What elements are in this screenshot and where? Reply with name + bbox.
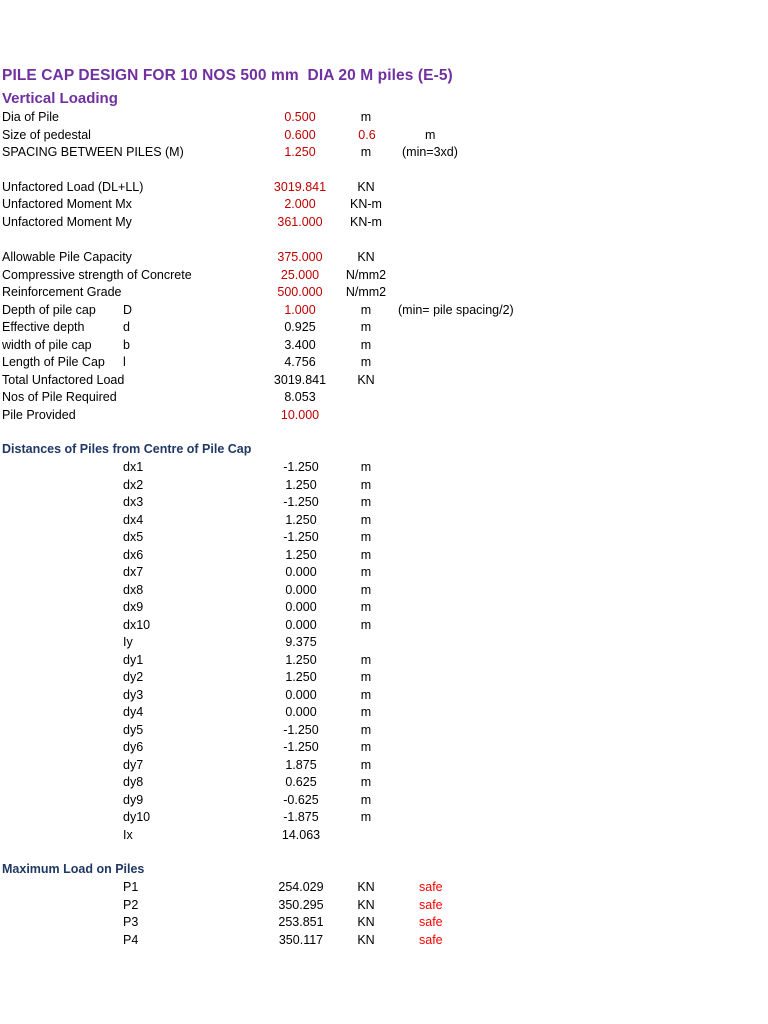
value: 1.250 — [284, 145, 316, 159]
distance-value: -1.250 — [283, 530, 319, 544]
distance-unit: m — [360, 757, 372, 772]
distance-row — [0, 809, 768, 826]
pile-status: safe — [419, 932, 443, 947]
distance-label: Iy — [123, 635, 133, 649]
distance-unit: m — [360, 477, 372, 492]
row-dia-pile — [0, 109, 768, 126]
unit: KN-m — [350, 197, 382, 211]
pile-load-unit: KN — [357, 932, 375, 947]
row-load — [0, 179, 768, 196]
distance-unit: m — [360, 495, 372, 509]
pile-load-unit: KN — [357, 897, 375, 912]
label: Compressive strength of Concrete — [2, 268, 192, 282]
distance-label: dx8 — [123, 582, 144, 597]
symbol: b — [123, 338, 130, 352]
distance-value: 0.000 — [285, 705, 317, 719]
distance-unit: m — [360, 652, 372, 667]
distance-value: 1.875 — [285, 757, 317, 772]
distance-label: dy6 — [123, 740, 144, 754]
distance-unit: m — [360, 670, 372, 684]
distance-value: -1.250 — [283, 722, 319, 737]
unit: m — [360, 110, 372, 124]
distance-row — [0, 687, 768, 704]
distance-label: dx10 — [123, 617, 151, 632]
pile-status: safe — [419, 880, 443, 894]
row-provided — [0, 407, 768, 424]
value: 8.053 — [284, 390, 316, 404]
value: 500.000 — [277, 285, 323, 299]
distance-value: 1.250 — [285, 670, 317, 684]
distance-value: 1.250 — [285, 652, 317, 667]
row-pedestal — [0, 127, 768, 144]
distance-label: dy2 — [123, 670, 144, 684]
distance-label: dy9 — [123, 792, 144, 807]
distance-value: -1.875 — [283, 810, 319, 824]
row-length — [0, 354, 768, 371]
distance-value: -1.250 — [283, 495, 319, 509]
label: Unfactored Load (DL+LL) — [2, 180, 144, 194]
pile-load-value: 350.117 — [278, 932, 324, 947]
row-nos-required — [0, 389, 768, 406]
distance-unit: m — [360, 740, 372, 754]
distance-value: -1.250 — [283, 460, 319, 474]
row-total-load — [0, 372, 768, 389]
distance-row — [0, 722, 768, 739]
distance-value: 0.000 — [285, 617, 317, 632]
value: 0.925 — [284, 320, 316, 334]
distance-unit: m — [360, 792, 372, 807]
distance-value: -1.250 — [283, 740, 319, 754]
distance-row — [0, 669, 768, 686]
unit: N/mm2 — [345, 268, 387, 282]
distance-unit: m — [360, 512, 372, 527]
distance-value: 1.250 — [285, 477, 317, 492]
label: width of pile cap — [2, 338, 92, 352]
distance-value: 0.000 — [285, 565, 317, 579]
label: Nos of Pile Required — [2, 390, 117, 404]
distance-row — [0, 512, 768, 529]
unit: m — [360, 303, 372, 317]
label: Allowable Pile Capacity — [2, 250, 132, 264]
distance-label: dx5 — [123, 530, 144, 544]
distance-label: dx7 — [123, 565, 144, 579]
row-width — [0, 337, 768, 354]
symbol: d — [123, 320, 130, 334]
label: Size of pedestal — [2, 128, 91, 142]
row-fck — [0, 267, 768, 284]
pile-load-row — [0, 932, 768, 949]
distance-unit: m — [360, 600, 372, 614]
value: 0.500 — [284, 110, 316, 124]
label: Unfactored Moment Mx — [2, 197, 132, 211]
distance-label: dy5 — [123, 722, 144, 737]
pile-status: safe — [419, 897, 443, 912]
distance-row — [0, 494, 768, 511]
unit: N/mm2 — [345, 285, 387, 299]
value: 2.000 — [284, 197, 316, 211]
distance-unit: m — [360, 722, 372, 737]
note: (min=3xd) — [402, 145, 458, 159]
distance-value: 0.000 — [285, 687, 317, 702]
row-my — [0, 214, 768, 231]
distance-unit: m — [360, 582, 372, 597]
row-fy — [0, 284, 768, 301]
distance-row — [0, 459, 768, 476]
distance-value: 0.000 — [285, 600, 317, 614]
label: Pile Provided — [2, 408, 76, 422]
distance-row — [0, 564, 768, 581]
value: 4.756 — [284, 355, 316, 369]
unit: m — [360, 338, 372, 352]
pile-label: P3 — [123, 915, 139, 929]
distance-row — [0, 529, 768, 546]
distance-unit: m — [360, 705, 372, 719]
row-eff-depth — [0, 319, 768, 336]
label: SPACING BETWEEN PILES (M) — [2, 145, 184, 159]
unit: m — [360, 320, 372, 334]
pile-load-value: 254.029 — [278, 880, 324, 894]
value: 375.000 — [277, 250, 323, 264]
distance-value: -0.625 — [283, 792, 319, 807]
distance-row — [0, 652, 768, 669]
unit: KN — [357, 373, 375, 387]
label: Reinforcement Grade — [2, 285, 122, 299]
distance-value: 1.250 — [285, 547, 317, 562]
distance-value: 1.250 — [285, 512, 317, 527]
distance-value: 9.375 — [285, 635, 317, 649]
value: 3019.841 — [273, 373, 327, 387]
distance-row — [0, 774, 768, 791]
value: 10.000 — [280, 408, 320, 422]
value: 1.000 — [284, 303, 316, 317]
row-mx — [0, 196, 768, 213]
label: Depth of pile cap — [2, 303, 96, 317]
page-subtitle: Vertical Loading — [2, 90, 118, 107]
distance-row — [0, 827, 768, 844]
distance-unit: m — [360, 530, 372, 544]
distance-row — [0, 704, 768, 721]
pile-load-unit: KN — [357, 915, 375, 929]
label: Unfactored Moment My — [2, 215, 132, 229]
unit: m — [425, 128, 436, 142]
unit: m — [360, 145, 372, 159]
distance-unit: m — [360, 460, 372, 474]
value: 361.000 — [277, 215, 323, 229]
distance-label: dy8 — [123, 775, 144, 789]
distance-label: dy3 — [123, 687, 144, 702]
value: 3019.841 — [273, 180, 327, 194]
symbol: l — [123, 355, 126, 369]
symbol: D — [123, 303, 133, 317]
label: Dia of Pile — [2, 110, 59, 124]
page-title: PILE CAP DESIGN FOR 10 NOS 500 mm DIA 20 M piles (E-5) — [2, 67, 453, 84]
distance-unit: m — [360, 775, 372, 789]
distance-label: dx9 — [123, 600, 144, 614]
distance-row — [0, 739, 768, 756]
distance-row — [0, 634, 768, 651]
label: Effective depth — [2, 320, 85, 334]
pile-load-row — [0, 879, 768, 896]
value: 3.400 — [284, 338, 316, 352]
pile-load-row — [0, 897, 768, 914]
distance-row — [0, 599, 768, 616]
unit: m — [360, 355, 372, 369]
distance-unit: m — [360, 617, 372, 632]
value-2: 0.6 — [358, 128, 376, 142]
distance-row — [0, 617, 768, 634]
pile-status: safe — [419, 915, 443, 929]
distance-row — [0, 477, 768, 494]
row-spacing — [0, 144, 768, 161]
pile-label: P4 — [123, 932, 139, 947]
distance-value: 0.625 — [285, 775, 317, 789]
row-capacity — [0, 249, 768, 266]
pile-load-value: 350.295 — [278, 897, 324, 912]
pile-load-row — [0, 914, 768, 931]
note: (min= pile spacing/2) — [398, 303, 514, 317]
distance-value: 14.063 — [281, 827, 321, 842]
distance-row — [0, 547, 768, 564]
section-heading-distances: Distances of Piles from Centre of Pile Cap — [2, 442, 252, 456]
value: 0.600 — [284, 128, 316, 142]
label: Length of Pile Cap — [2, 355, 105, 369]
distance-unit: m — [360, 565, 372, 579]
section-heading-max-load: Maximum Load on Piles — [2, 862, 145, 876]
distance-label: Ix — [123, 827, 133, 842]
distance-label: dx6 — [123, 547, 144, 562]
row-depth — [0, 302, 768, 319]
label: Total Unfactored Load — [2, 373, 125, 387]
distance-value: 0.000 — [285, 582, 317, 597]
distance-label: dx1 — [123, 460, 144, 474]
distance-unit: m — [360, 547, 372, 562]
distance-label: dx3 — [123, 495, 144, 509]
pile-load-value: 253.851 — [278, 915, 324, 929]
value: 25.000 — [280, 268, 320, 282]
distance-label: dx2 — [123, 477, 144, 492]
distance-unit: m — [360, 810, 372, 824]
distance-label: dy4 — [123, 705, 144, 719]
distance-row — [0, 757, 768, 774]
unit: KN-m — [350, 215, 382, 229]
distance-row — [0, 792, 768, 809]
unit: KN — [357, 250, 375, 264]
distance-label: dx4 — [123, 512, 144, 527]
pile-label: P2 — [123, 897, 139, 912]
pile-label: P1 — [123, 880, 139, 894]
distance-label: dy7 — [123, 757, 144, 772]
unit: KN — [357, 180, 375, 194]
distance-row — [0, 582, 768, 599]
pile-load-unit: KN — [357, 880, 375, 894]
distance-label: dy1 — [123, 652, 144, 667]
distance-unit: m — [360, 687, 372, 702]
distance-label: dy10 — [123, 810, 151, 824]
